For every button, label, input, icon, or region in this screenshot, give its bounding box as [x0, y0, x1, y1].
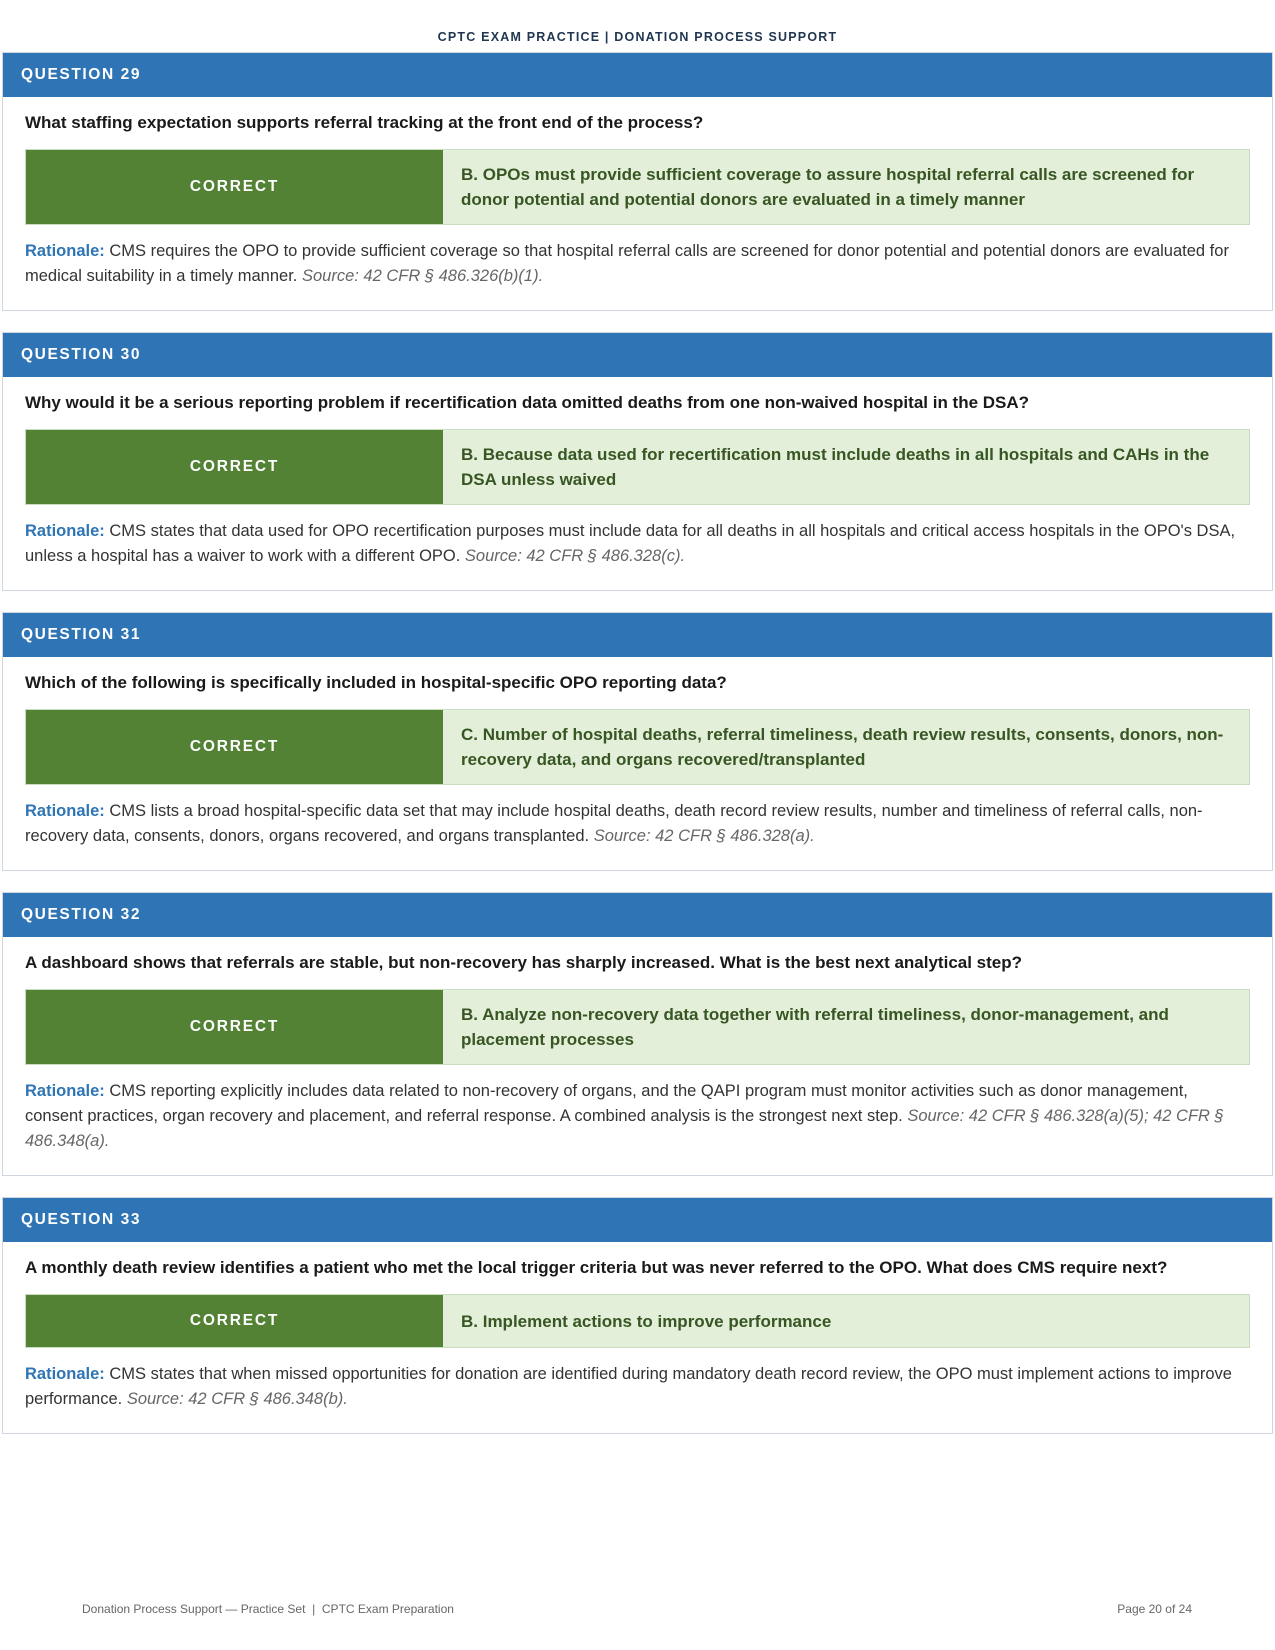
rationale-text: CMS reporting explicitly includes data related to non-recovery of organs, and the QAPI program must monitor activities such as donor management, consent practices, organ recovery and placement, and referral response. A combined analysis is the strongest next step.: [25, 1082, 1188, 1125]
question-card: [2, 52, 1273, 311]
rationale-source: Source: 42 CFR § 486.328(a).: [593, 827, 815, 845]
rationale-label: Rationale:: [25, 1082, 105, 1100]
correct-badge: CORRECT: [26, 150, 443, 224]
question-number: QUESTION 32: [3, 893, 1272, 937]
question-text: What staffing expectation supports referral tracking at the front end of the process?: [25, 113, 704, 132]
rationale-source: Source: 42 CFR § 486.328(c).: [464, 547, 686, 565]
question-body: [3, 657, 1272, 870]
rationale-text: CMS states that data used for OPO recertification purposes must include data for all deaths in all hospitals and critical access hospitals in the OPO's DSA, unless a hospital has a waiver to work with a different OPO.: [25, 522, 1236, 565]
rationale-text: CMS states that when missed opportunities for donation are identified during mandatory death record review, the OPO must implement actions to improve performance.: [25, 1365, 1232, 1408]
rationale-source: Source: 42 CFR § 486.348(b).: [126, 1390, 348, 1408]
page-number: Page 20 of 24: [1117, 1602, 1192, 1616]
question-number: QUESTION 30: [3, 333, 1272, 377]
rationale-text: CMS lists a broad hospital-specific data set that may include hospital deaths, death record review results, number and timeliness of referral calls, non-recovery data, consents, donors, organs recovered, and organs transplanted.: [25, 802, 1203, 845]
question-number: QUESTION 29: [3, 53, 1272, 97]
correct-answer: B. Because data used for recertification must include deaths in all hospitals and CAHs in the DSA unless waived: [461, 445, 1210, 489]
question-text: A dashboard shows that referrals are stable, but non-recovery has sharply increased. What is the best next analytical step?: [25, 953, 1023, 972]
correct-answer: C. Number of hospital deaths, referral timeliness, death review results, consents, donors, non-recovery data, and organs recovered/transplanted: [461, 725, 1224, 769]
question-body: [3, 1242, 1272, 1433]
rationale: [25, 1079, 1250, 1154]
rationale-label: Rationale:: [25, 522, 105, 540]
correct-answer: B. OPOs must provide sufficient coverage to assure hospital referral calls are screened for donor potential and potential donors are evaluated in a timely manner: [461, 165, 1195, 209]
question-text: Why would it be a serious reporting problem if recertification data omitted deaths from one non-waived hospital in the DSA?: [25, 393, 1030, 412]
question-card: [2, 612, 1273, 871]
question-body: [3, 377, 1272, 590]
question-text: Which of the following is specifically included in hospital-specific OPO reporting data?: [25, 673, 727, 692]
footer-left: Donation Process Support — Practice Set | CPTC Exam Preparation: [82, 1602, 454, 1616]
rationale-label: Rationale:: [25, 802, 105, 820]
rationale-source: Source: 42 CFR § 486.326(b)(1).: [301, 267, 544, 285]
answer-box: [25, 429, 1250, 505]
correct-badge: CORRECT: [26, 1295, 443, 1347]
answer-box: [25, 709, 1250, 785]
question-card: [2, 892, 1273, 1176]
correct-answer: B. Analyze non-recovery data together with referral timeliness, donor-management, and placement processes: [461, 1005, 1169, 1049]
correct-badge: CORRECT: [26, 710, 443, 784]
rationale-label: Rationale:: [25, 242, 105, 260]
question-card: [2, 332, 1273, 591]
answer-box: [25, 1294, 1250, 1348]
correct-badge: CORRECT: [26, 990, 443, 1064]
rationale-text: CMS requires the OPO to provide sufficient coverage so that hospital referral calls are screened for donor potential and potential donors are evaluated for medical suitability in a timely manner.: [25, 242, 1229, 285]
rationale: [25, 799, 1250, 849]
rationale: [25, 239, 1250, 289]
rationale: [25, 519, 1250, 569]
answer-box: [25, 989, 1250, 1065]
correct-answer: B. Implement actions to improve performance: [461, 1311, 832, 1331]
rationale-source: Source: 42 CFR § 486.328(a)(5); 42 CFR § 486.348(a).: [25, 1107, 1224, 1150]
question-number: QUESTION 33: [3, 1198, 1272, 1242]
question-card: [2, 1197, 1273, 1434]
question-body: [3, 97, 1272, 310]
rationale: [25, 1362, 1250, 1412]
question-body: [3, 937, 1272, 1175]
running-footer: [82, 1602, 1192, 1616]
question-text: A monthly death review identifies a patient who met the local trigger criteria but was never referred to the OPO. What does CMS require next?: [25, 1258, 1168, 1277]
correct-badge: CORRECT: [26, 430, 443, 504]
answer-box: [25, 149, 1250, 225]
question-list: [2, 52, 1273, 1455]
question-number: QUESTION 31: [3, 613, 1272, 657]
rationale-label: Rationale:: [25, 1365, 105, 1383]
running-header: CPTC EXAM PRACTICE | DONATION PROCESS SUPPORT: [437, 30, 838, 44]
